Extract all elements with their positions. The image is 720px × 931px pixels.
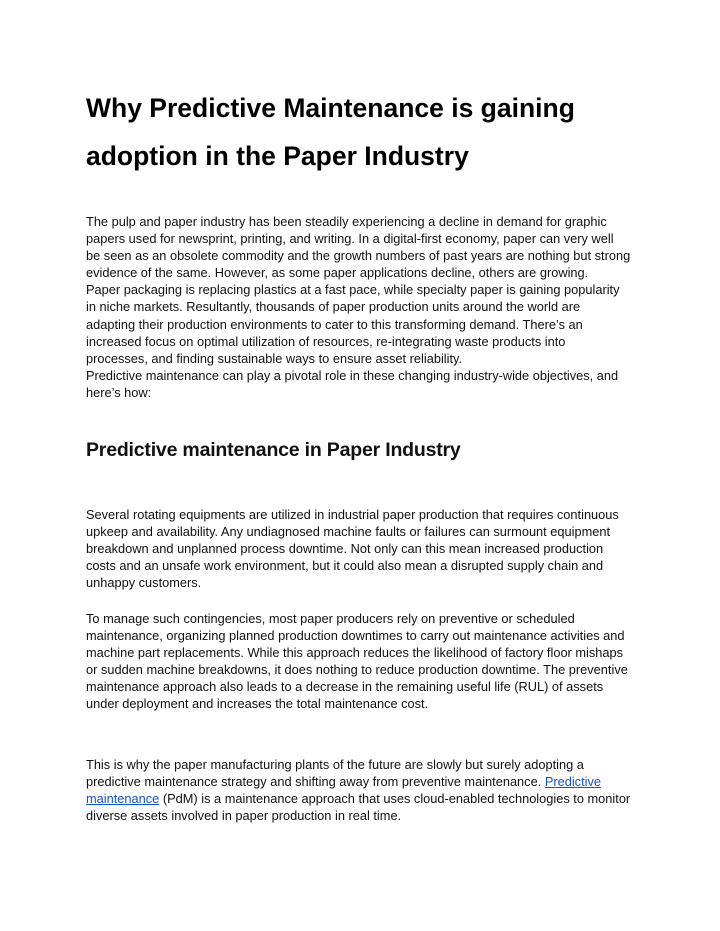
paragraph-line: unhappy customers.	[86, 575, 202, 591]
paragraph-line: This is why the paper manufacturing plants of the future are slowly but surely adopting a	[86, 757, 584, 772]
paragraph-line: upkeep and availability. Any undiagnosed machine faults or failures can surmount equipment	[86, 524, 611, 540]
paragraph-line: machine part replacements. While this approach reduces the likelihood of factory floor mishaps	[86, 645, 624, 661]
predictive-maintenance-paragraph	[86, 756, 646, 824]
paragraph-line: diverse assets involved in paper production in real time.	[86, 808, 402, 824]
paragraph-line: evidence of the same. However, as some paper applications decline, others are growing.	[86, 265, 589, 281]
paragraph-line: Several rotating equipments are utilized in industrial paper production that requires continuous	[86, 507, 619, 522]
paragraph-line: breakdown and unplanned process downtime. Not only can this mean increased production	[86, 541, 604, 557]
line-text: predictive maintenance strategy and shifting away from preventive maintenance.	[86, 774, 545, 790]
intro-continuation-paragraph	[86, 367, 646, 401]
paragraph-line	[86, 790, 646, 807]
paragraph-line: be seen as an obsolete commodity and the growth numbers of past years are nothing but strong	[86, 248, 631, 264]
equipment-paragraph	[86, 506, 646, 591]
title-line: adoption in the Paper Industry	[86, 141, 469, 171]
section-heading: Predictive maintenance in Paper Industry	[86, 439, 461, 461]
line-text: (PdM) is a maintenance approach that uses cloud-enabled technologies to monitor	[159, 791, 631, 807]
predictive-maintenance-link[interactable]: Predictive	[544, 774, 601, 790]
paragraph-line: Predictive maintenance can play a pivotal role in these changing industry-wide objectives, and	[86, 368, 619, 383]
paragraph-line: To manage such contingencies, most paper producers rely on preventive or scheduled	[86, 611, 575, 626]
paragraph-line: increased focus on optimal utilization of resources, re-integrating waste products into	[86, 333, 566, 349]
paragraph-line: maintenance, organizing planned production downtimes to carry out maintenance activities and	[86, 628, 625, 644]
paragraph-line: costs and an unsafe work environment, but it could also mean a disrupted supply chain and	[86, 558, 604, 574]
paragraph-line: adapting their production environments to cater to this transforming demand. There’s an	[86, 316, 583, 332]
paragraph-line: or sudden machine breakdowns, it does nothing to reduce production downtime. The preventive	[86, 662, 628, 678]
paragraph-line: The pulp and paper industry has been steadily experiencing a decline in demand for graphic	[86, 214, 607, 229]
predictive-maintenance-link-continued[interactable]: maintenance	[86, 791, 160, 807]
preventive-maintenance-paragraph	[86, 610, 646, 713]
paragraph-line: maintenance approach also leads to a decrease in the remaining useful life (RUL) of assets	[86, 679, 604, 695]
paragraph-line: Paper packaging is replacing plastics at a fast pace, while specialty paper is gaining popularity	[86, 282, 620, 298]
paragraph-line: here’s how:	[86, 385, 152, 401]
paragraph-line: in niche markets. Resultantly, thousands of paper production units around the world are	[86, 299, 581, 315]
paragraph-line: under deployment and increases the total maintenance cost.	[86, 696, 429, 712]
paragraph-line: processes, and finding sustainable ways to ensure asset reliability.	[86, 350, 463, 366]
title-line: Why Predictive Maintenance is gaining	[86, 93, 575, 123]
intro-paragraph	[86, 213, 646, 367]
document-title	[86, 84, 646, 180]
paragraph-line	[86, 773, 646, 790]
paragraph-line: papers used for newsprint, printing, and writing. In a digital-first economy, paper can very well	[86, 231, 614, 247]
